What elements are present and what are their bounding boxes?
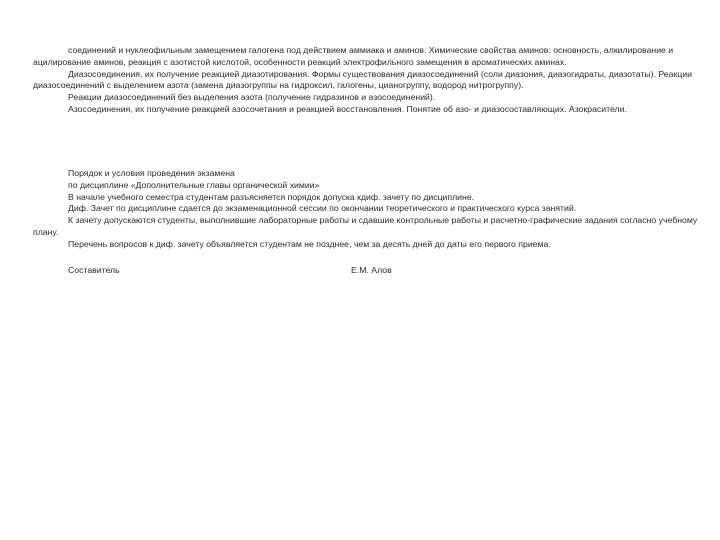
exam-procedure-block <box>33 168 703 251</box>
exam-paragraph-questions: Перечень вопросов к диф. зачету объявляется студентам не позднее, чем за десять дней до даты его первого приема. <box>68 238 551 249</box>
exam-paragraph-admission: В начале учебного семестра студентам разъясняется порядок допуска кдиф. зачету по дисциплине. <box>68 191 475 202</box>
paragraph-diazo-compounds: Диазосоединения, их получение реакцией диазотирования. Формы существования диазосоединений (соли диазония, диазогидраты, диазотаты). Реакции диазосоединений с выделением азота (замена диазогруппы на гидроксил, галогены, цианогруппу, водород нитрогруппу). <box>33 68 692 91</box>
exam-title-line2: по дисциплине «Дополнительные главы органической химии» <box>68 179 320 190</box>
compiler-label: Составитель <box>68 265 120 275</box>
paragraph-diazo-reactions: Реакции диазосоединений без выделения азота (получение гидразинов и азосоединений). <box>68 92 436 103</box>
paragraph-azo-compounds: Азосоединения, их получение реакцией азосочетания и реакцией восстановления. Понятие об азо- и диазосоставляющих. Азокрасители. <box>68 103 627 114</box>
compiler-name: Е.М. Алов <box>351 265 392 275</box>
exam-paragraph-requirements: К зачету допускаются студенты, выполнившие лабораторные работы и сдавшие контрольные работы и расчетно-графические задания согласно учебному плану. <box>33 215 698 237</box>
signature-line <box>0 265 720 277</box>
chemistry-topics-block <box>33 45 703 116</box>
exam-title-line1: Порядок и условия проведения экзамена <box>68 168 235 178</box>
exam-paragraph-timing: Диф. Зачет по дисциплине сдается до экзаменационной сессии по окончании теоретического и практического курса занятий. <box>68 203 577 214</box>
paragraph-amines: соединений и нуклеофильным замещением галогена под действием аммиака и аминов. Химические свойства аминов: основность, алкилирование и ацилирование аминов, реакция с азотистой кислотой, особенности реакций электрофильного замещения в ароматических аминах. <box>33 45 674 67</box>
